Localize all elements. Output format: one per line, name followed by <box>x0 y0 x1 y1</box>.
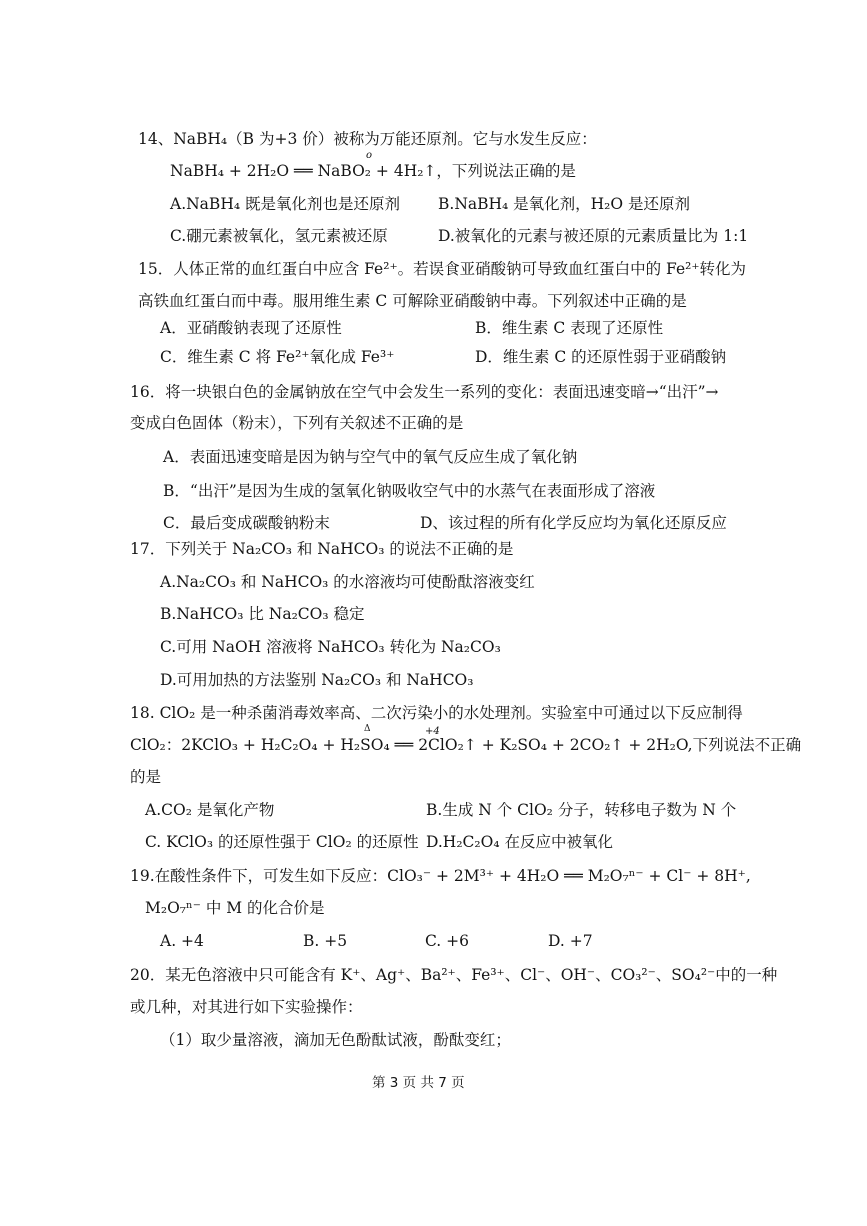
q18-stem-line2: ClO₂：2KClO₃ + H₂C₂O₄ + H₂SO₄ ══ 2ClO₂↑ + K₂SO₄ + 2CO₂↑ + 2H₂O,下列说法不正确 <box>130 736 802 754</box>
q17-option-b: B.NaHCO₃ 比 Na₂CO₃ 稳定 <box>160 605 365 623</box>
q15-option-d: D．维生素 C 的还原性弱于亚硝酸钠 <box>475 348 727 366</box>
q14-stem: 14、NaBH₄（B 为+3 价）被称为万能还原剂。它与水发生反应： <box>138 130 597 148</box>
q20-stem-line2: 或几种，对其进行如下实验操作： <box>130 998 363 1016</box>
q14-option-c: C.硼元素被氧化，氢元素被还原 <box>170 227 388 245</box>
q17-stem: 17．下列关于 Na₂CO₃ 和 NaHCO₃ 的说法不正确的是 <box>130 540 514 558</box>
q19-option-a: A. +4 <box>160 932 204 950</box>
q15-stem-line2: 高铁血红蛋白而中毒。服用维生素 C 可解除亚硝酸钠中毒。下列叙述中正确的是 <box>138 292 687 310</box>
oxidation-state-mark: +4 <box>425 726 440 737</box>
q19-option-c: C. +6 <box>425 932 470 950</box>
q20-stem-line1: 20．某无色溶液中只可能含有 K⁺、Ag⁺、Ba²⁺、Fe³⁺、Cl⁻、OH⁻、CO₃²⁻、SO₄²⁻中的一种 <box>130 966 778 984</box>
q15-option-c: C．维生素 C 将 Fe²⁺氧化成 Fe³⁺ <box>160 348 395 366</box>
q14-option-b: B.NaBH₄ 是氧化剂，H₂O 是还原剂 <box>438 195 691 213</box>
q16-option-d: D、该过程的所有化学反应均为氧化还原反应 <box>420 514 727 532</box>
q19-stem-line2: M₂O₇ⁿ⁻ 中 M 的化合价是 <box>145 899 325 917</box>
q19-stem-line1: 19.在酸性条件下，可发生如下反应：ClO₃⁻ + 2M³⁺ + 4H₂O ══ M₂O₇ⁿ⁻ + Cl⁻ + 8H⁺, <box>130 867 751 885</box>
q15-stem-line1: 15．人体正常的血红蛋白中应含 Fe²⁺。若误食亚硝酸钠可导致血红蛋白中的 Fe²⁺转化为 <box>138 260 747 278</box>
q19-option-d: D. +7 <box>548 932 593 950</box>
q16-stem-line1: 16．将一块银白色的金属钠放在空气中会发生一系列的变化：表面迅速变暗→“出汗”→ <box>130 383 719 401</box>
q16-option-b: B．“出汗”是因为生成的氢氧化钠吸收空气中的水蒸气在表面形成了溶液 <box>163 482 656 500</box>
q18-stem-line1: 18. ClO₂ 是一种杀菌消毒效率高、二次污染小的水处理剂。实验室中可通过以下反应制得 <box>130 704 743 722</box>
q18-option-b: B.生成 N 个 ClO₂ 分子，转移电子数为 N 个 <box>426 801 737 819</box>
q19-option-b: B. +5 <box>303 932 348 950</box>
q18-option-a: A.CO₂ 是氧化产物 <box>145 801 275 819</box>
q18-option-d: D.H₂C₂O₄ 在反应中被氧化 <box>426 833 613 851</box>
oxidation-state-mark: o <box>366 150 373 161</box>
q15-option-a: A．亚硝酸钠表现了还原性 <box>160 319 342 337</box>
q18-option-c: C. KClO₃ 的还原性强于 ClO₂ 的还原性 <box>145 833 419 851</box>
q16-option-a: A．表面迅速变暗是因为钠与空气中的氧气反应生成了氧化钠 <box>163 448 578 466</box>
q14-equation: NaBH₄ + 2H₂O ══ NaBO₂ + 4H₂↑，下列说法正确的是 <box>170 162 576 180</box>
heat-triangle-icon: Δ <box>364 724 371 734</box>
q18-stem-line3: 的是 <box>130 768 162 786</box>
q14-option-d: D.被氧化的元素与被还原的元素质量比为 1:1 <box>438 227 749 245</box>
q17-option-a: A.Na₂CO₃ 和 NaHCO₃ 的水溶液均可使酚酞溶液变红 <box>160 573 535 591</box>
page-number: 第 3 页 共 7 页 <box>372 1075 465 1091</box>
q17-option-c: C.可用 NaOH 溶液将 NaHCO₃ 转化为 Na₂CO₃ <box>160 638 501 656</box>
q17-option-d: D.可用加热的方法鉴别 Na₂CO₃ 和 NaHCO₃ <box>160 671 474 689</box>
q16-option-c: C．最后变成碳酸钠粉末 <box>163 514 330 532</box>
q20-step1: （1）取少量溶液，滴加无色酚酞试液，酚酞变红； <box>160 1031 511 1049</box>
q16-stem-line2: 变成白色固体（粉末），下列有关叙述不正确的是 <box>130 414 464 432</box>
q15-option-b: B．维生素 C 表现了还原性 <box>475 319 664 337</box>
q14-option-a: A.NaBH₄ 既是氧化剂也是还原剂 <box>170 195 400 213</box>
